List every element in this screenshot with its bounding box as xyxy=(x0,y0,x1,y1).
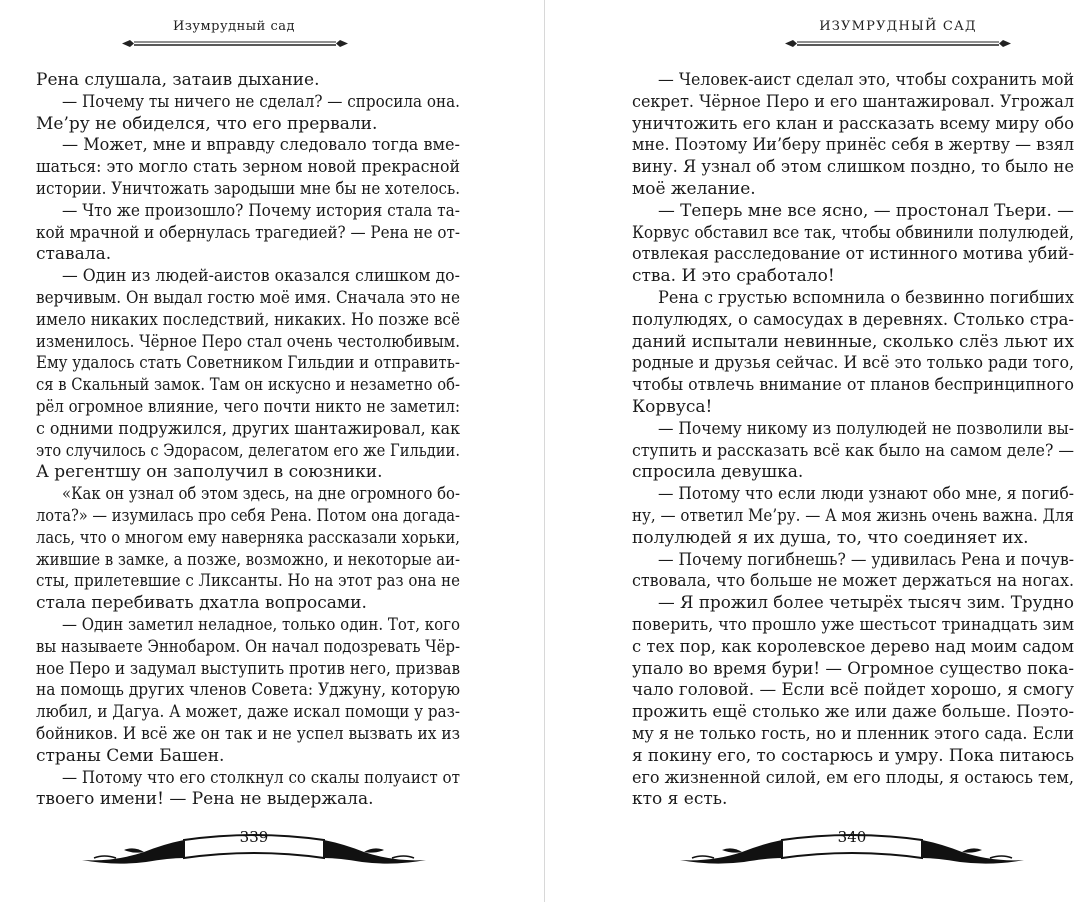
text-line: кто я есть. xyxy=(632,789,728,810)
text-line: твоего имени! — Рена не выдержала. xyxy=(36,789,374,810)
text-line: верчивым. Он выдал гостю моё имя. Сначала это не xyxy=(36,287,461,308)
text-line: му я не только гость, но и пленник этого сада. Если xyxy=(632,723,1074,744)
text-line: — Потому что если люди узнают обо мне, я погиб- xyxy=(658,484,1074,505)
text-line: родные и друзья сейчас. И всё это только ради того, xyxy=(632,353,1075,374)
text-line: отвлекая расследование от истинного мотива убий- xyxy=(632,244,1075,265)
text-line: истории. Уничтожать зародыши мне бы не хотелось. xyxy=(36,178,460,199)
text-line: Ему удалось стать Советником Гильдии и отправить- xyxy=(36,353,460,374)
text-line: Рена слушала, затаив дыхание. xyxy=(36,70,320,90)
scroll-banner-ornament xyxy=(672,818,1032,878)
text-line: это случилось с Эдорасом, делегатом его же Гильдии. xyxy=(36,440,460,461)
right-page-text xyxy=(632,70,1074,811)
ornamental-rule xyxy=(120,38,350,50)
left-page xyxy=(0,0,544,902)
text-line: Корвус обставил все так, чтобы обвинили полулюдей, xyxy=(632,222,1074,243)
page-number-ornament xyxy=(74,818,434,878)
text-line: моё желание. xyxy=(632,178,756,199)
text-line: сты, прилетевшие с Ликсанты. Но на этот раз она не xyxy=(36,571,460,592)
text-line: кой мрачной и обернулась трагедией? — Рена не от- xyxy=(36,222,461,243)
page-number: 339 xyxy=(239,828,269,846)
text-line: прожить ещё столько же или даже больше. Поэто- xyxy=(632,702,1074,723)
text-line: вину. Я узнал об этом слишком поздно, то было не xyxy=(632,157,1075,178)
text-line: полулюдей я их душа, то, что соединяет их. xyxy=(632,527,1029,548)
text-line: я покину его, то состарюсь и умру. Пока питаюсь xyxy=(632,745,1075,766)
text-line: ся в Скальный замок. Там он искусно и незаметно об- xyxy=(36,375,460,396)
text-line: упало во время бури! — Огромное существо пока- xyxy=(632,658,1074,679)
text-line: «Как он узнал об этом здесь, на дне огромного бо- xyxy=(62,484,460,505)
text-line: чтобы отвлечь внимание от планов беспринципного xyxy=(632,375,1075,396)
running-head-title: Изумрудный сад xyxy=(172,19,295,34)
text-line: жившие в замке, а позже, возможно, и некоторые аи- xyxy=(36,549,460,570)
text-line: Корвуса! xyxy=(632,396,713,417)
text-line: — Почему никому из полулюдей не позволили вы- xyxy=(658,418,1074,439)
text-line: чало головой. — Если всё пойдет хорошо, я смогу xyxy=(632,680,1074,701)
text-line: любил, и Дагуа. А может, даже искал помощи у раз- xyxy=(36,702,461,723)
text-line: с тех пор, как королевское дерево над моим садом xyxy=(632,636,1075,657)
text-line: вы называете Эннобаром. Он начал подозревать Чёр- xyxy=(36,636,460,657)
text-line: поверить, что прошло уже шестьсот тринадцать зим xyxy=(632,614,1074,635)
text-line: ное Перо и задумал выступить против него, призвав xyxy=(36,658,461,679)
running-head-right xyxy=(726,18,1070,50)
text-line: — Почему ты ничего не сделал? — спросила она. xyxy=(62,91,460,112)
text-line: секрет. Чёрное Перо и его шантажировал. Угрожал xyxy=(632,91,1075,112)
scroll-banner-ornament xyxy=(74,818,434,878)
text-line: страны Семи Башен. xyxy=(36,745,225,766)
text-line: — Один заметил неладное, только один. Тот, кого xyxy=(62,614,460,635)
text-line: — Один из людей-аистов оказался слишком до- xyxy=(62,266,460,287)
running-head-left xyxy=(120,18,348,50)
text-line: — Теперь мне все ясно, — простонал Тьери. — xyxy=(658,200,1075,221)
text-line: ну, — ответил Ме’ру. — А моя жизнь очень важна. Для xyxy=(632,505,1075,526)
text-line: Рена с грустью вспомнила о безвинно погибших xyxy=(658,287,1075,308)
text-line: рёл огромное влияние, чего почти никто не заметил: xyxy=(36,396,461,417)
text-line: его жизненной силой, ем его плоды, я остаюсь тем, xyxy=(632,767,1074,788)
text-line: имело никаких последствий, никаких. Но позже всё xyxy=(36,309,460,330)
text-line: ставала. xyxy=(36,244,112,265)
text-line: на помощь других членов Совета: Уджуну, которую xyxy=(36,680,461,701)
text-line: — Человек-аист сделал это, чтобы сохранить мой xyxy=(658,70,1075,90)
text-line: — Почему погибнешь? — удивилась Рена и почув- xyxy=(658,549,1075,570)
text-line: Ме’ру не обиделся, что его прервали. xyxy=(36,113,378,134)
left-page-text xyxy=(36,70,460,811)
text-line: — Что же произошло? Почему история стала та- xyxy=(62,200,460,221)
text-line: шаться: это могло стать зерном новой прекрасной xyxy=(36,157,460,178)
text-line: стала перебивать дхатла вопросами. xyxy=(36,593,367,614)
text-line: — Я прожил более четырёх тысяч зим. Трудно xyxy=(658,593,1074,614)
text-line: — Потому что его столкнул со скалы полуаист от xyxy=(62,767,460,788)
ornamental-rule xyxy=(783,38,1013,50)
text-line: полулюдях, о самосудах в деревнях. Столько стра- xyxy=(632,309,1074,330)
right-page xyxy=(546,0,1090,902)
text-line: ствовала, что больше не может держаться на ногах. xyxy=(632,571,1075,592)
text-line: даний испытали невинные, сколько слёз льют их xyxy=(632,331,1074,352)
text-line: изменилось. Чёрное Перо стал очень честолюбивым. xyxy=(36,331,461,352)
page-number-ornament xyxy=(672,818,1032,878)
text-line: лась, что о многом ему наверняка рассказали хорьки, xyxy=(36,527,460,548)
page-number: 340 xyxy=(837,828,867,846)
text-line: бойников. И всё же он так и не успел вызвать их из xyxy=(36,723,461,744)
text-line: ства. И это сработало! xyxy=(632,266,835,287)
running-head-title: ИЗУМРУДНЫЙ САД xyxy=(819,19,977,34)
text-line: — Может, мне и вправду следовало тогда вме- xyxy=(62,135,461,156)
text-line: ступить и рассказать всё как было на самом деле? — xyxy=(632,440,1074,461)
text-line: мне. Поэтому Ии’беру принёс себя в жертву — взял xyxy=(632,135,1075,156)
text-line: лота?» — изумилась про себя Рена. Потом она догада- xyxy=(36,505,460,526)
text-line: А регентшу он заполучил в союзники. xyxy=(36,462,383,483)
text-line: спросила девушка. xyxy=(632,462,804,483)
text-line: уничтожить его клан и рассказать всему миру обо xyxy=(632,113,1075,134)
page-gutter xyxy=(544,0,545,902)
text-line: с одними подружился, других шантажировал, как xyxy=(36,418,461,439)
